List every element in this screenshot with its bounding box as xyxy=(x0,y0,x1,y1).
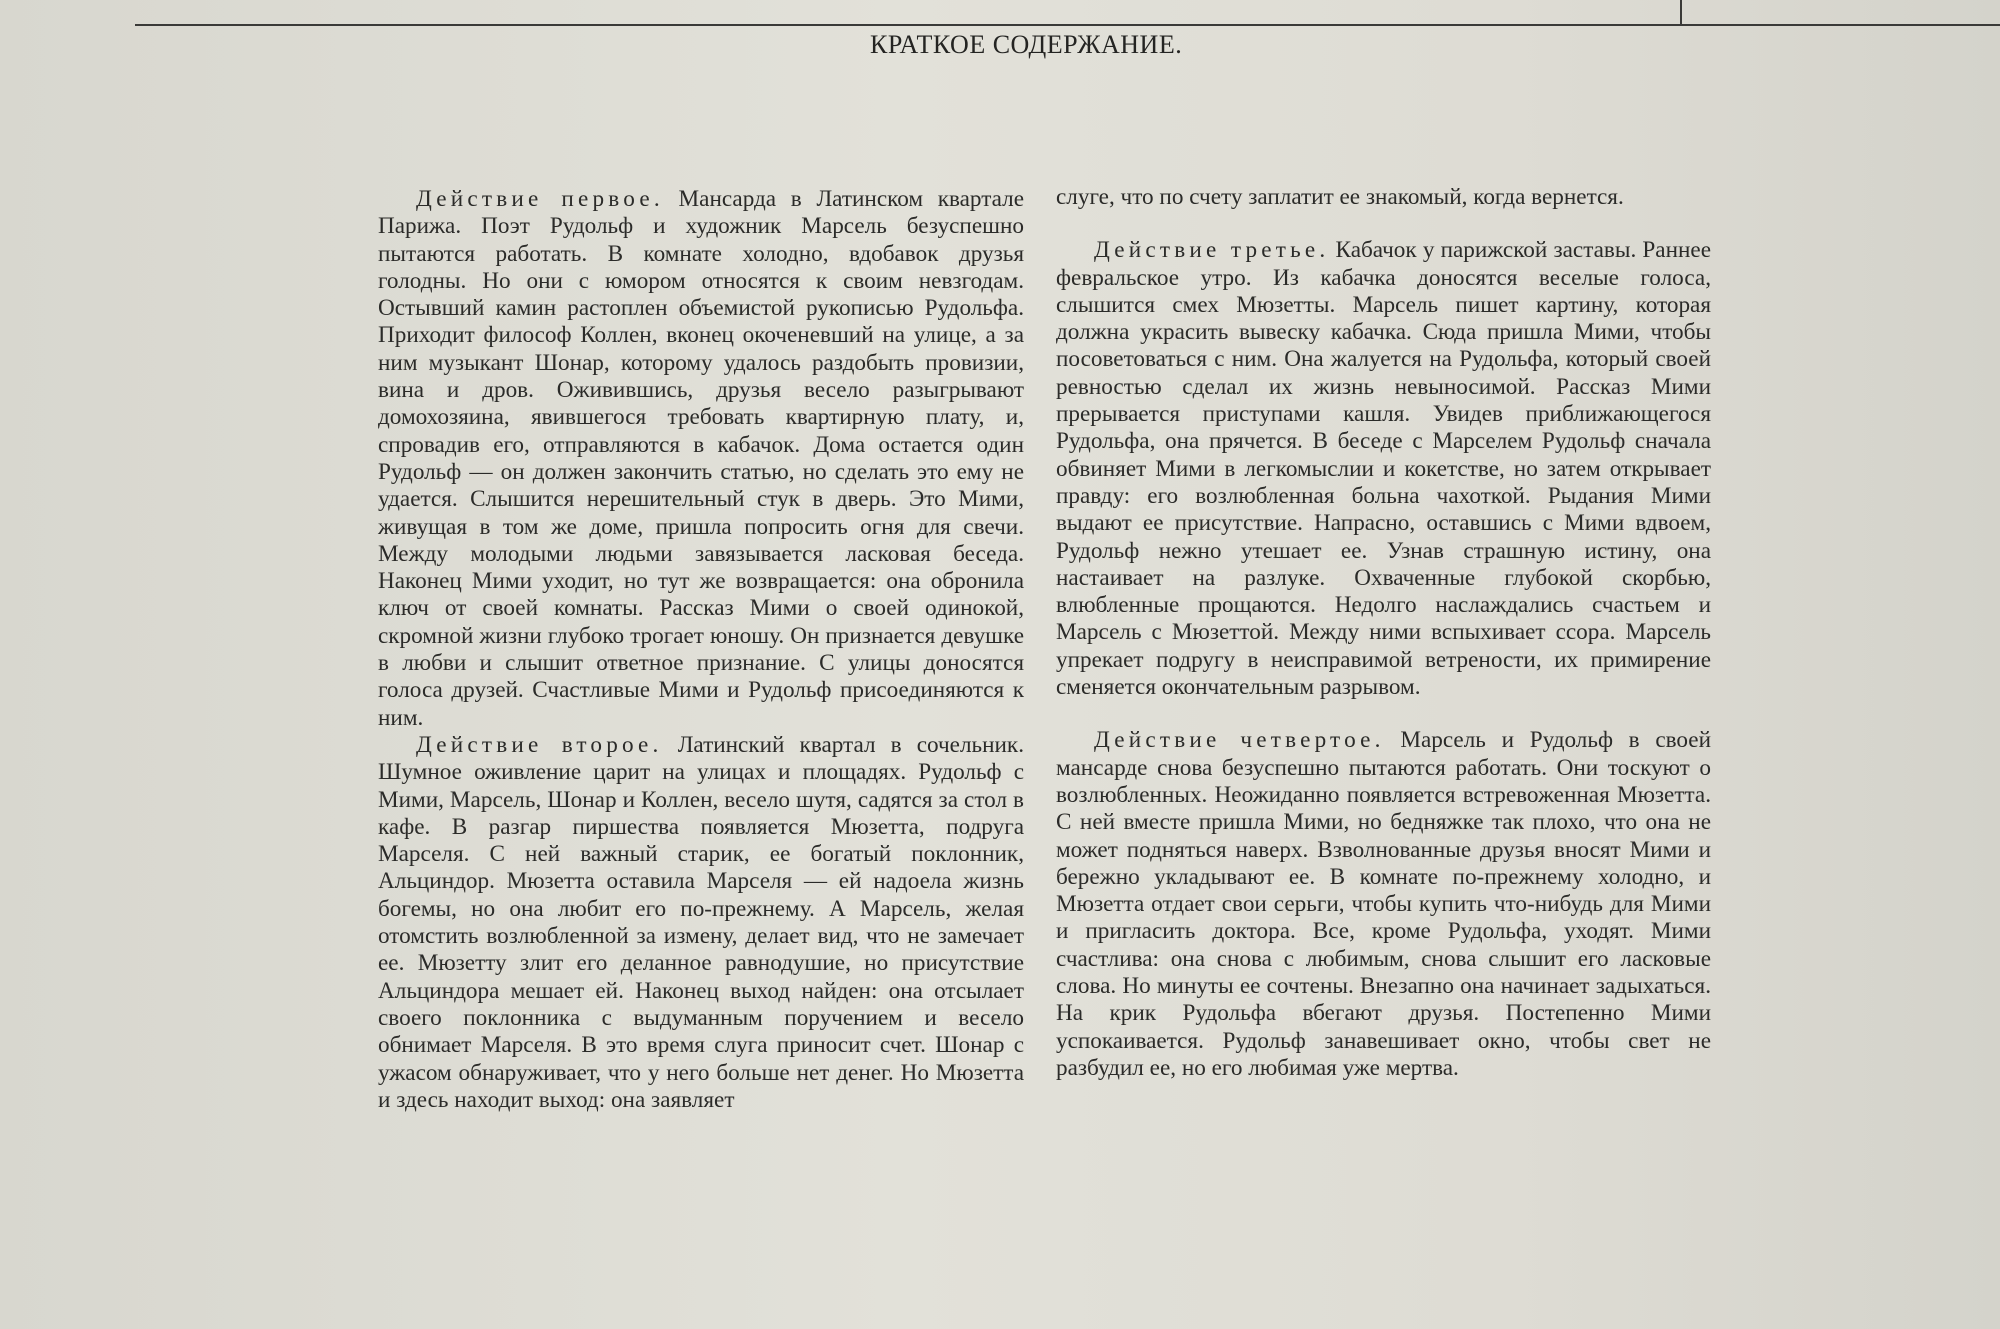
act-two-paragraph xyxy=(378,732,1024,1114)
page-heading: КРАТКОЕ СОДЕРЖАНИЕ. xyxy=(870,30,1183,59)
act-two-text: Латинский квартал в сочельник. Шумное оживление царит на улицах и площадях. Рудольф с Мими, Марсель, Шонар и Коллен, весело шутя, садятся за стол в кафе. В разгар пиршества появляется Мюзетта, подруга Марселя. С ней важный старик, ее богатый поклонник, Альциндор. Мюзетта оставила Марселя — ей надоела жизнь богемы, но она любит его по-прежнему. А Марсель, желая отомстить возлюбленной за измену, делает вид, что не замечает ее. Мюзетту злит его деланное равнодушие, но присутствие Альциндора мешает ей. Наконец выход найден: она отсылает своего поклонника с выдуманным поручением и весело обнимает Марселя. В это время слуга приносит счет. Шонар с ужасом обнаруживает, что у него больше нет денег. Но Мюзетта и здесь находит выход: она заявляет xyxy=(378,731,1024,1113)
act-two-continuation xyxy=(1056,184,1711,211)
top-rule xyxy=(135,24,2000,26)
act-two-continuation-text: слуге, что по счету заплатит ее знакомый, когда вернется. xyxy=(1056,184,1624,210)
act-three-title: Действие третье. xyxy=(1094,237,1330,264)
act-three-paragraph xyxy=(1056,237,1711,701)
left-column xyxy=(378,186,1024,1114)
act-one-text: Мансарда в Латинском квартале Парижа. Поэт Рудольф и художник Марсель безуспешно пытаются работать. В комнате холодно, вдобавок друзья голодны. Но они с юмором относятся к своим невзгодам. Остывший камин растоплен объемистой рукописью Рудольфа. Приходит философ Коллен, вконец окоченевший на улице, а за ним музыкант Шонар, которому удалось раздобыть провизии, вина и дров. Оживившись, друзья весело разыгрывают домохозяина, явившегося требовать квартирную плату, и, спровадив его, отправляются в кабачок. Дома остается один Рудольф — он должен закончить статью, но сделать это ему не удается. Слышится нерешительный стук в дверь. Это Мими, живущая в том же доме, пришла попросить огня для свечи. Между молодыми людьми завязывается ласковая беседа. Наконец Мими уходит, но тут же возвращается: она обронила ключ от своей комнаты. Рассказ Мими о своей одинокой, скромной жизни глубоко трогает юношу. Он признается девушке в любви и слышит ответное признание. С улицы доносятся голоса друзей. Счастливые Мими и Рудольф присоединяются к ним. xyxy=(378,186,1024,731)
right-column xyxy=(1056,184,1711,1082)
act-four-paragraph xyxy=(1056,727,1711,1082)
act-two-title: Действие второе. xyxy=(416,731,663,758)
act-four-title: Действие четвертое. xyxy=(1094,727,1385,754)
act-one-paragraph xyxy=(378,186,1024,732)
act-three-text: Кабачок у парижской заставы. Раннее февральское утро. Из кабачка доносятся веселые голоса, слышится смех Мюзетты. Марсель пишет картину, которая должна украсить вывеску кабачка. Сюда пришла Мими, чтобы посоветоваться с ним. Она жалуется на Рудольфа, который своей ревностью сделал их жизнь невыносимой. Рассказ Мими прерывается приступами кашля. Увидев приближающегося Рудольфа, она прячется. В беседе с Марселем Рудольф сначала обвиняет Мими в легкомыслии и кокетстве, но затем открывает правду: его возлюбленная больна чахоткой. Рыдания Мими выдают ее присутствие. Напрасно, оставшись с Мими вдвоем, Рудольф нежно утешает ее. Узнав страшную истину, она настаивает на разлуке. Охваченные глубокой скорбью, влюбленные прощаются. Недолго наслаждались счастьем и Марсель с Мюзеттой. Между ними вспыхивает ссора. Марсель упрекает подругу в неисправимой ветрености, их примирение сменяется окончательным разрывом. xyxy=(1056,237,1711,701)
act-one-title: Действие первое. xyxy=(416,186,664,212)
act-four-text: Марсель и Рудольф в своей мансарде снова безуспешно пытаются работать. Они тоскуют о возлюбленных. Неожиданно появляется встревоженная Мюзетта. С ней вместе пришла Мими, но бедняжке так плохо, что она не может подняться наверх. Взволнованные друзья вносят Мими и бережно укладывают ее. В комнате по-прежнему холодно, и Мюзетта отдает свои серьги, чтобы купить что-нибудь для Мими и пригласить доктора. Все, кроме Рудольфа, уходят. Мими счастлива: она снова с любимым, снова слышит его ласковые слова. Но минуты ее сочтены. Внезапно она начинает задыхаться. На крик Рудольфа вбегают друзья. Постепенно Мими успокаивается. Рудольф занавешивает окно, чтобы свет не разбудил ее, но его любимая уже мертва. xyxy=(1056,727,1711,1081)
rule-tick xyxy=(1680,0,1682,26)
